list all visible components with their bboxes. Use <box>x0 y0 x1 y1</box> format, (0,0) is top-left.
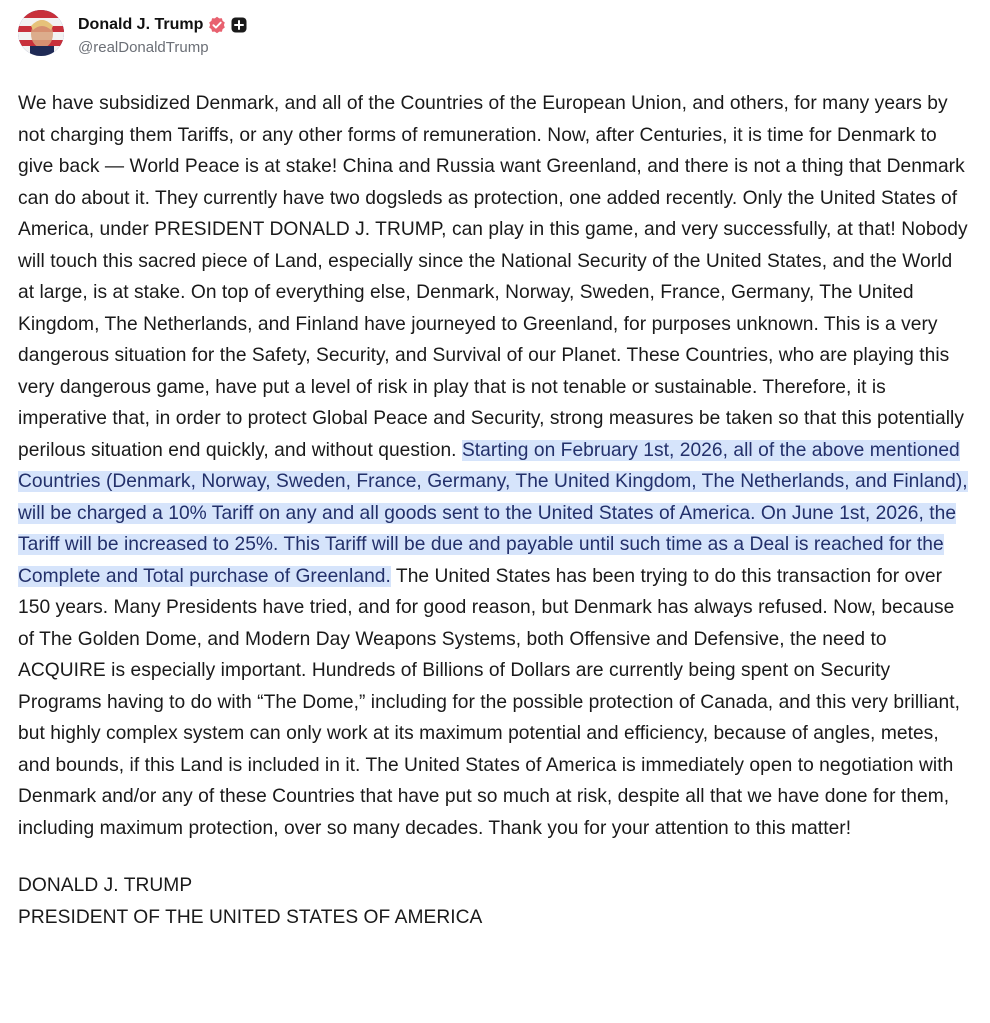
post-body <box>18 88 973 933</box>
post-text-part-2: The United States has been trying to do this transaction for over 150 years. Many Presidents have tried, and for good reason, but Denmark has always refused. Now, because of The Golden Dome, and Modern Day Weapons Systems, both Offensive and Defensive, the need to ACQUIRE is especially important. Hundreds of Billions of Dollars are currently being spent on Security Programs having to do with “The Dome,” including for the possible protection of Canada, and this very brilliant, but highly complex system can only work at its maximum potential and efficiency, because of angles, metes, and bounds, if this Land is included in it. The United States of America is immediately open to negotiation with Denmark and/or any of these Countries that have put so much at risk, despite all that we have done for them, including maximum protection, over so many decades. Thank you for your attention to this matter! <box>18 565 961 839</box>
post-text <box>18 88 973 844</box>
highlighted-text: Starting on February 1st, 2026, all of the above mentioned Countries (Denmark, Norway, Sweden, France, Germany, The United Kingdom, The Netherlands, and Finland), will be charged a 10% Tariff on any and all goods sent to the United States of America. On June 1st, 2026, the Tariff will be increased to 25%. This Tariff will be due and payable until such time as a Deal is reached for the Complete and Total purchase of Greenland. <box>18 439 968 587</box>
post-header <box>18 10 247 60</box>
author-name[interactable]: Donald J. Trump <box>78 16 204 33</box>
avatar-image <box>18 10 64 56</box>
signature-name: DONALD J. TRUMP <box>18 875 193 896</box>
author-handle[interactable]: @realDonaldTrump <box>78 39 209 56</box>
signature-title: PRESIDENT OF THE UNITED STATES OF AMERICA <box>18 906 483 928</box>
signature <box>18 870 973 933</box>
verified-badge-icon <box>208 16 226 34</box>
avatar[interactable] <box>18 10 64 56</box>
author-block <box>78 10 247 56</box>
post-text-part-1: We have subsidized Denmark, and all of the Countries of the European Union, and others, for many years by not charging them Tariffs, or any other forms of remuneration. Now, after Centuries, it is time for Denmark to give back — World Peace is at stake! China and Russia want Greenland, and there is not a thing that Denmark can do about it. They currently have two dogsleds as protection, one added recently. Only the United States of America, under PRESIDENT DONALD J. TRUMP, can play in this game, and very successfully, at that! Nobody will touch this sacred piece of Land, especially since the National Security of the United States, and the World at large, is at stake. On top of everything else, Denmark, Norway, Sweden, France, Germany, The United Kingdom, The Netherlands, and Finland have journeyed to Greenland, for purposes unknown. This is a very dangerous situation for the Safety, Security, and Survival of our Planet. These Countries, who are playing this very dangerous game, have put a level of risk in play that is not tenable or sustainable. Therefore, it is imperative that, in order to protect Global Peace and Security, strong measures be taken so that this potentially perilous situation end quickly, and without question. <box>18 93 968 461</box>
plus-box-icon[interactable] <box>231 17 247 33</box>
name-row <box>78 14 247 36</box>
